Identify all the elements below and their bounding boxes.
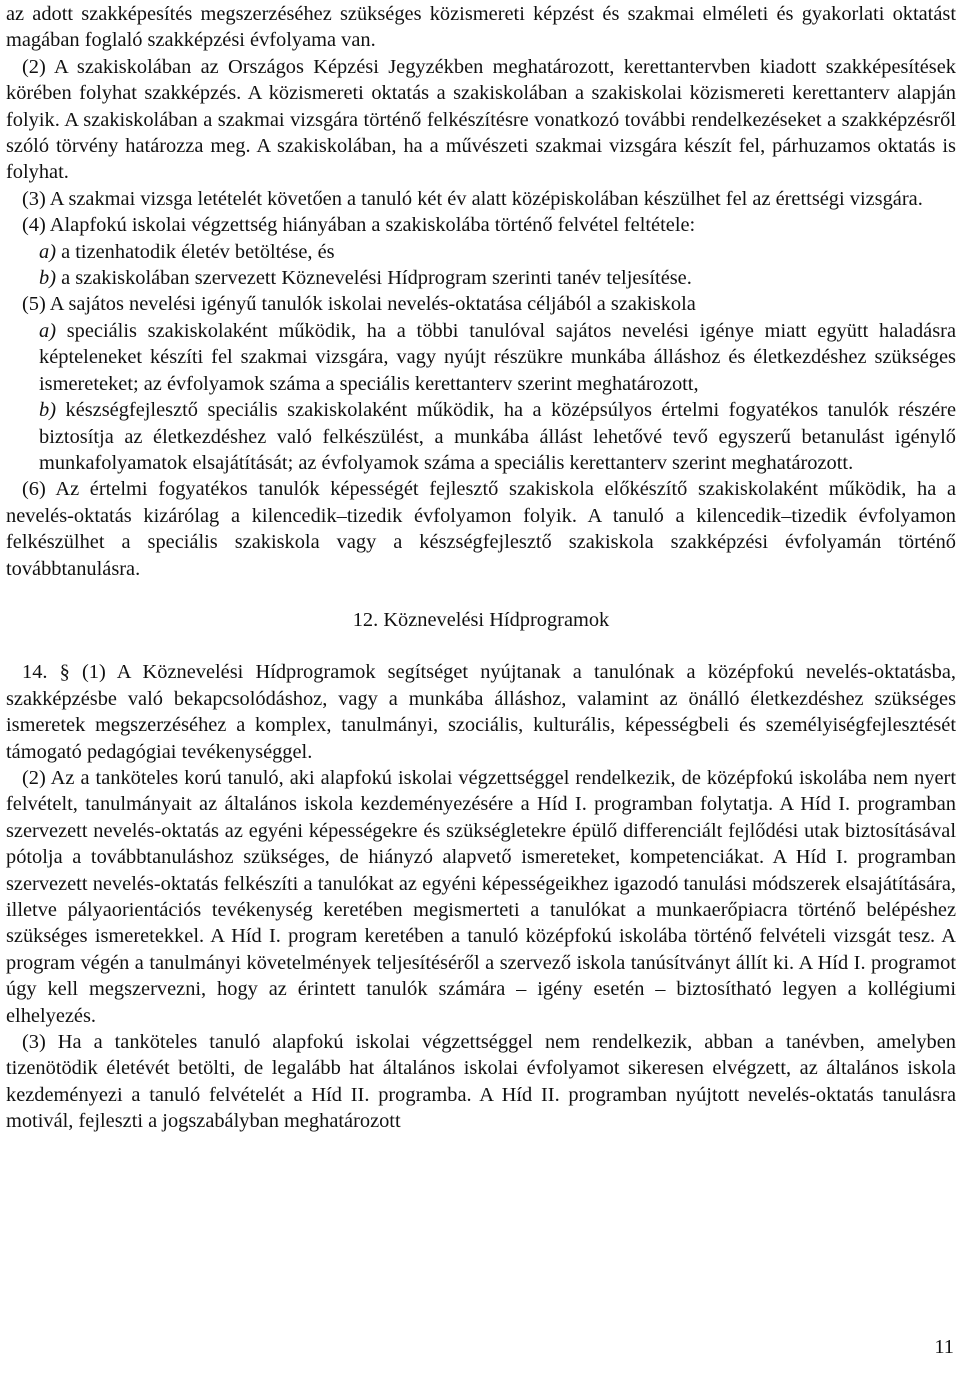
page-number: 11: [934, 1336, 954, 1358]
section-14-paragraph-3: (3) Ha a tanköteles tanuló alapfokú iskolai végzettséggel nem rendelkezik, abban a tanévben, amelyben tizenötödik életévét betölti, de legalább hat általános iskolai évfolyamot sikeresen elvégzett, az általános iskola kezdeményezi a tanuló felvételét a Híd II. programba. A Híd II. programban nyújtott nevelés-oktatás tanulásra motivál, fejleszti a jogszabályban meghatározott: [6, 1031, 956, 1133]
list-item-text: a szakiskolában szervezett Köznevelési Hídprogram szerinti tanév teljesítése.: [56, 267, 692, 290]
paragraph-3: (3) A szakmai vizsga letételét követően a tanuló két év alatt középiskolában készülhet fel az érettségi vizsgára.: [22, 187, 923, 210]
list-marker: b): [39, 399, 56, 422]
list-item-4b: [39, 265, 956, 291]
list-item-text: speciális szakiskolaként működik, ha a többi tanulóval sajátos nevelési igénye miatt együtt haladásra képteleneket készíti fel szakmai vizsgára, vagy nyújt részükre munkába álláshoz és életkezdéshez szükséges ismereteket; az évfolyamok száma a speciális kerettanterv szerint meghatározott,: [39, 319, 956, 395]
list-item-text: a tizenhatodik életév betöltése, és: [56, 240, 335, 263]
paragraph-4-intro: (4) Alapfokú iskolai végzettség hiányában a szakiskolába történő felvétel feltétele:: [22, 214, 696, 237]
list-item-5b: [39, 397, 956, 476]
paragraph-continuation: az adott szakképesítés megszerzéséhez szükséges közismereti képzést és szakmai elméleti és gyakorlati oktatást magában foglaló szakképzési évfolyama van.: [6, 3, 956, 52]
list-item-text: készségfejlesztő speciális szakiskolaként működik, ha a középsúlyos értelmi fogyatékos tanulók részére biztosítja az életkezdéshez való felkészülést, a munkába állást lehetővé tevő egyszerű betanulást igénylő munkafolyamatok elsajátítását; az évfolyamok száma a speciális kerettanterv szerint meghatározott.: [39, 399, 956, 474]
list-marker: a): [39, 240, 56, 263]
section-14-paragraph-2: (2) Az a tanköteles korú tanuló, aki alapfokú iskolai végzettséggel rendelkezik, de középfokú iskolába nem nyert felvételt, tanulmányait az általános iskola kezdeményezésére a Híd I. programban folytatja. A Híd I. programban szervezett nevelés-oktatás az egyéni képességekre és szükségletekre épülő differenciált fejlődési utak biztosításával pótolja a továbbtanuláshoz szükséges, de hiányzó alapvető ismereteket, kompetenciákat. A Híd I. programban szervezett nevelés-oktatás felkészíti a tanulókat az egyéni képességeikhez igazodó tanulási módszerek elsajátítására, illetve pályaorientációs tevékenység keretében megismerteti a tanulókat a munkaerőpiacra történő belépéshez szükséges ismeretekkel. A Híd I. program keretében a tanuló középfokú iskolába történő felvételi vizsgát tesz. A program végén a tanulmányi követelmények teljesítéséről a szervező iskola tanúsítványt állít ki. A Híd I. programot úgy kell megszervezni, hogy az érintett tanulók számára – igény esetén – biztosítható legyen a kollégiumi elhelyezés.: [6, 766, 956, 1027]
document-page: [6, 1, 956, 1135]
section-14-paragraph-1: 14. § (1) A Köznevelési Hídprogramok segítséget nyújtanak a tanulónak a középfokú nevelés-oktatásba, szakképzésbe való bekapcsolódáshoz, vagy a munkába álláshoz, valamint az önálló életkezdéshez szükséges ismeretek megszerzéséhez a komplex, tanulmányi, szociális, kulturális, képességbeli és személyiségfejlesztését támogató pedagógiai tevékenységgel.: [6, 661, 956, 763]
list-item-4a: [39, 239, 956, 265]
list-marker: b): [39, 267, 56, 290]
section-heading: 12. Köznevelési Hídprogramok: [352, 608, 610, 631]
list-item-5a: [39, 318, 956, 397]
list-marker: a): [39, 319, 56, 342]
paragraph-6: (6) Az értelmi fogyatékos tanulók képességét fejlesztő szakiskola előkészítő szakiskolaként működik, ha a nevelés-oktatás kizárólag a kilencedik–tizedik évfolyamon folyik. A tanuló a kilencedik–tizedik évfolyamon felkészülhet a speciális szakiskola vagy a készségfejlesztő szakiskola szakképzési évfolyamán történő továbbtanulásra.: [6, 478, 956, 580]
paragraph-2: (2) A szakiskolában az Országos Képzési Jegyzékben meghatározott, kerettantervben kiadott szakképesítések körében folyhat szakképzés. A közismereti oktatás a szakiskolában a szakiskolai közismereti kerettanterv alapján folyik. A szakiskolában a szakmai vizsgára történő felkészítésre vonatkozó további rendelkezéseket a szakképzésről szóló törvény határozza meg. A szakiskolában, ha a művészeti szakmai vizsgára készít fel, párhuzamos oktatás is folyhat.: [6, 55, 956, 184]
paragraph-5-intro: (5) A sajátos nevelési igényű tanulók iskolai nevelés-oktatása céljából a szakiskola: [22, 293, 696, 316]
